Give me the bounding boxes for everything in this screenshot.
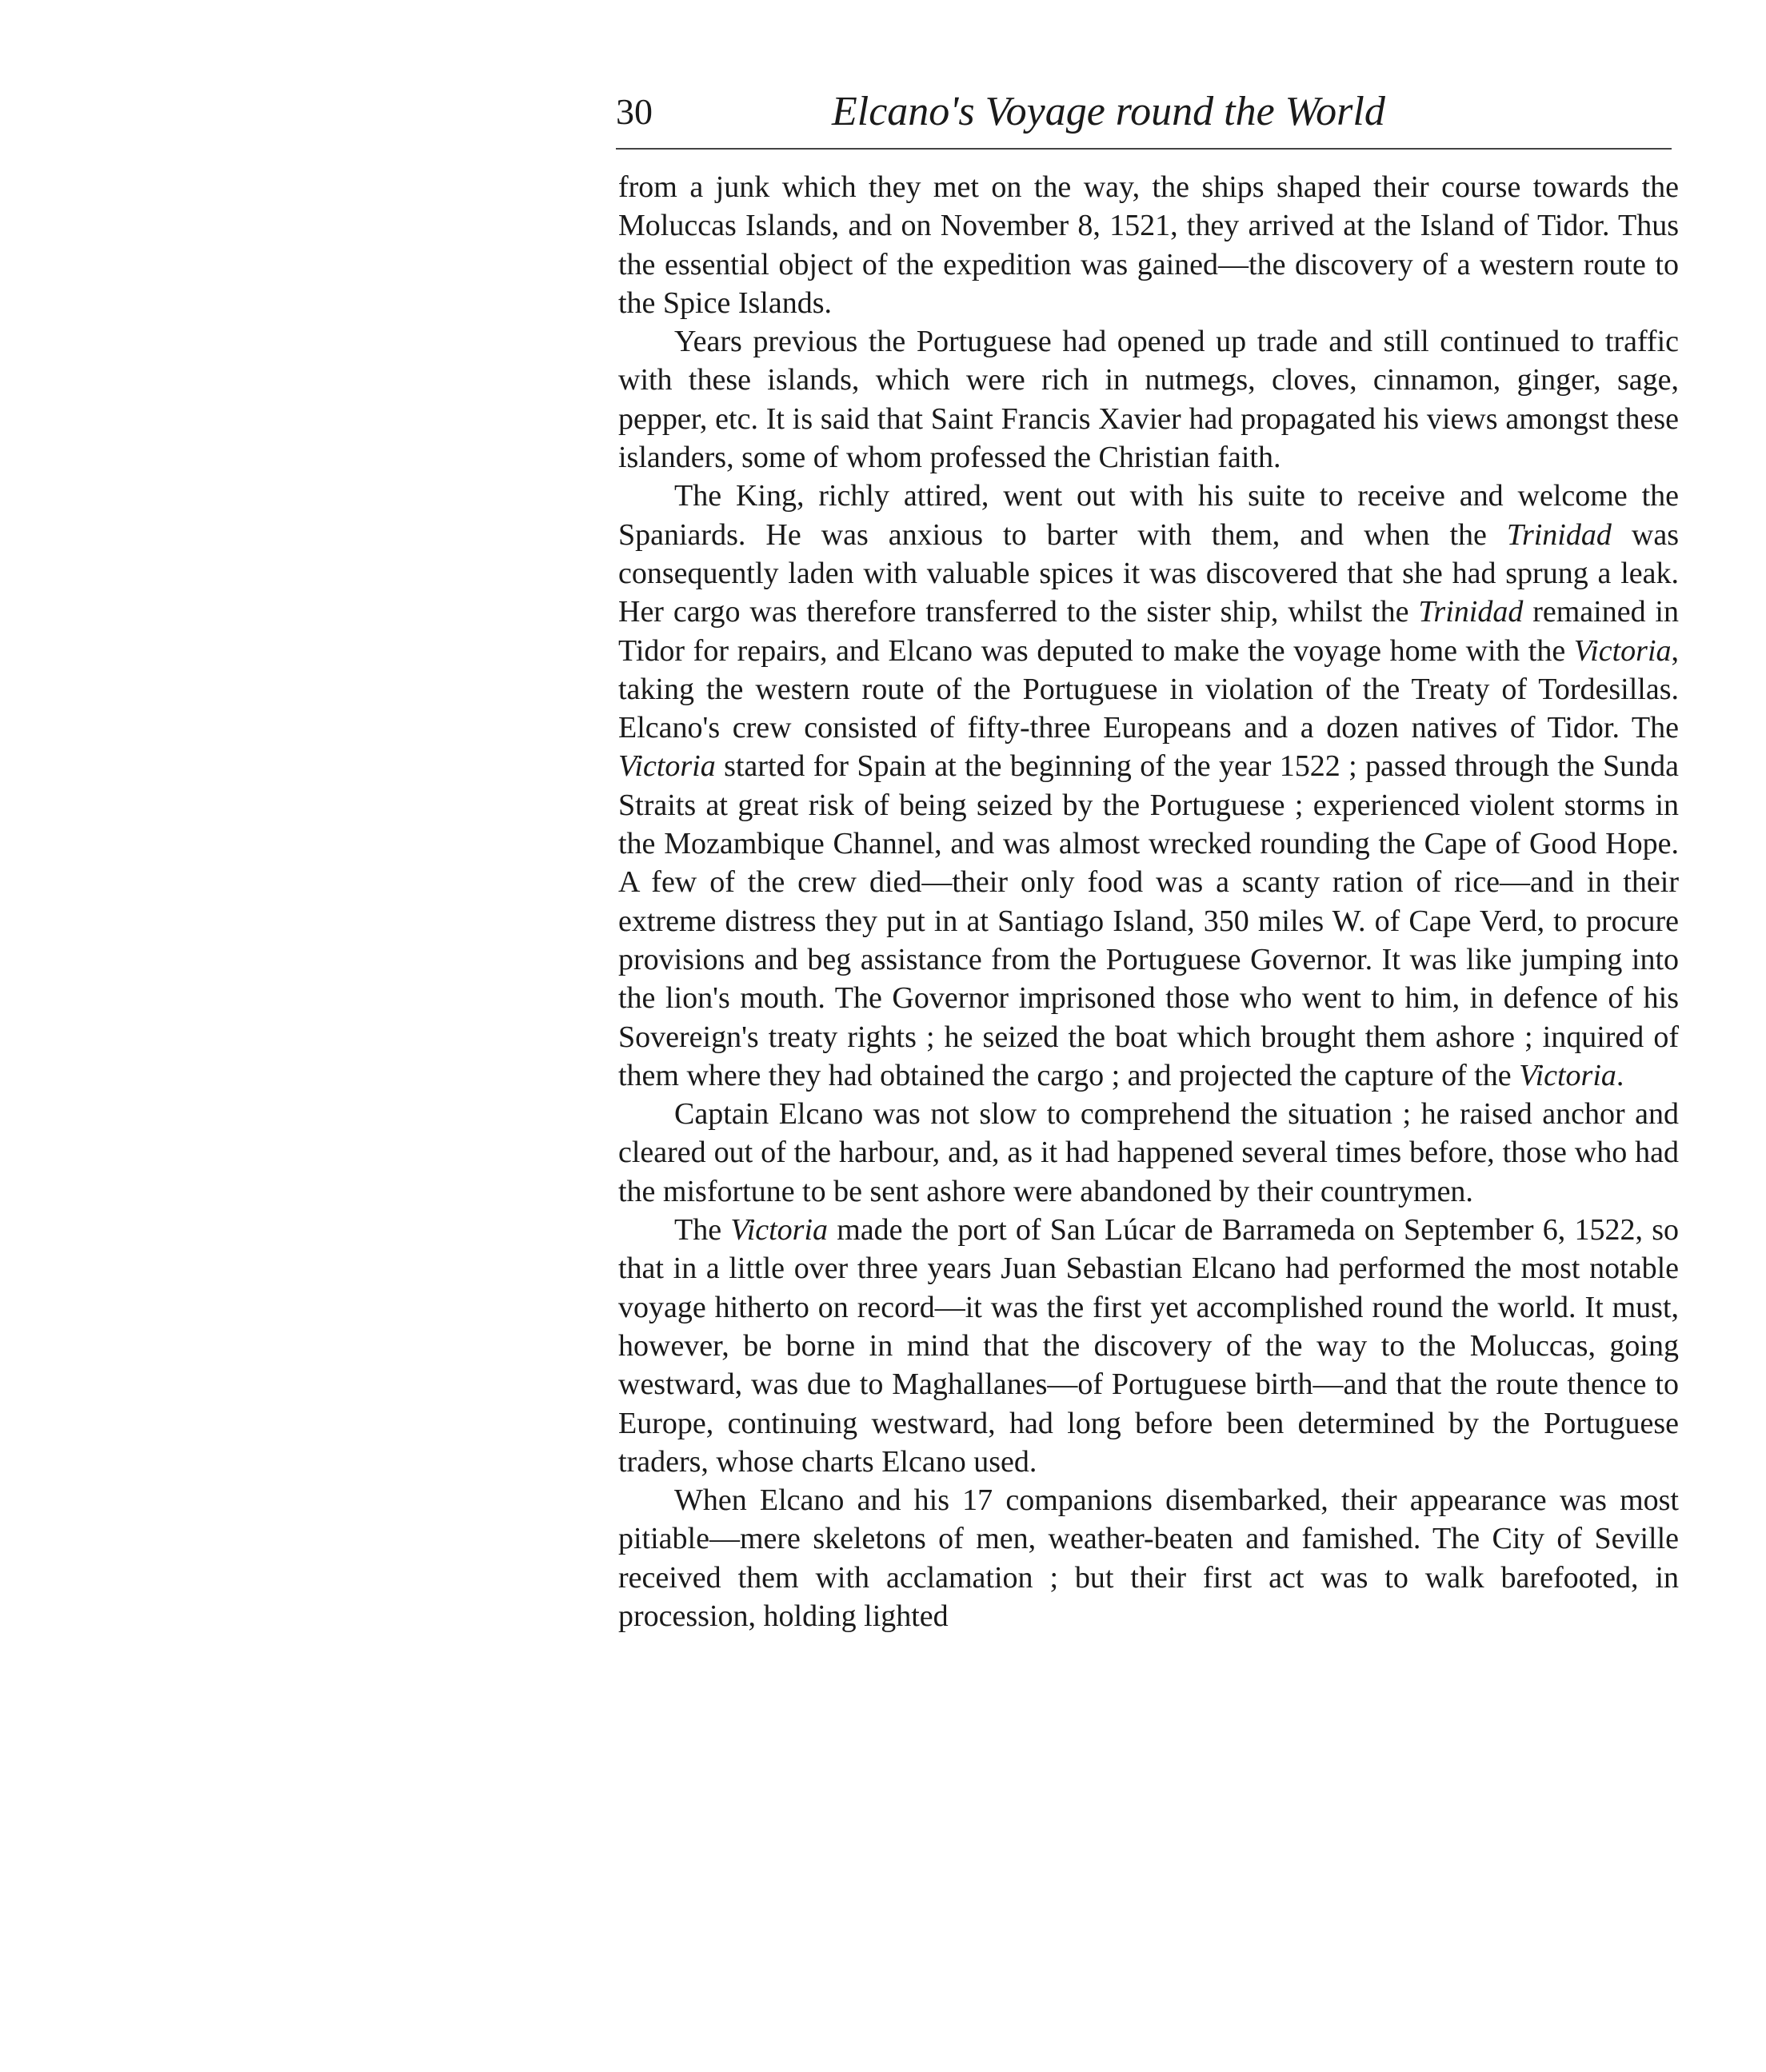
text-run: .	[1616, 1058, 1624, 1092]
text-run: When Elcano and his 17 companions disembarked, their appearance was most pitiable—mere skeletons of men, weather-beaten and famished. The City of Seville received them with acclamation ; but their first act was to walk barefooted, in procession, holding lighted	[618, 1483, 1679, 1633]
paragraph	[618, 168, 1679, 322]
ship-name: Trinidad	[1506, 517, 1612, 552]
text-run: started for Spain at the beginning of the year 1522 ; passed through the Sunda Straits at great risk of being seized by the Portuguese ; experienced violent storms in the Mozambique Channel, and was almost wrecked rounding the Cape of Good Hope. A few of the crew died—their only food was a scanty ration of rice—and in their extreme distress they put in at Santiago Island, 350 miles W. of Cape Verd, to procure provisions and beg assistance from the Portuguese Governor. It was like jumping into the lion's mouth. The Governor imprisoned those who went to him, in defence of his Sovereign's treaty rights ; he seized the boat which brought them ashore ; inquired of them where they had obtained the cargo ; and projected the capture of the	[618, 749, 1679, 1092]
text-run: made the port of San Lúcar de Barrameda on September 6, 1522, so that in a little over three years Juan Sebastian Elcano had performed the most notable voyage hitherto on record—it was the first yet accomplished round the world. It must, however, be borne in mind that the discovery of the way to the Moluccas, going westward, was due to Maghallanes—of Portuguese birth—and that the route thence to Europe, continuing westward, had long before been determined by the Portuguese traders, whose charts Elcano used.	[618, 1213, 1680, 1479]
text-run: remained in Tidor for repairs, and Elcano was deputed to make the voyage home with the	[618, 595, 1679, 668]
text-run: Years previous the Portuguese had opened up trade and still continued to traffic with these islands, which were rich in nutmegs, cloves, cinnamon, ginger, sage, pepper, etc. It is said that Saint Francis Xavier had propagated his views amongst these islanders, some of whom professed the Christian faith.	[618, 325, 1679, 475]
ship-name: Victoria	[1519, 1058, 1616, 1092]
ship-name: Victoria	[1573, 633, 1672, 668]
ship-name: Victoria	[730, 1213, 829, 1248]
text-run: The	[674, 1213, 731, 1248]
body-text	[618, 168, 1679, 1635]
paragraph	[618, 1095, 1679, 1211]
page-header	[616, 84, 1672, 140]
text-run: Captain Elcano was not slow to comprehend the situation ; he raised anchor and cleared out of the harbour, and, as it had happened several times before, those who had the misfortune to be sent ashore were abandoned by their countrymen.	[618, 1097, 1679, 1208]
text-run: from a junk which they met on the way, the ships shaped their course towards the Moluccas Islands, and on November 8, 1521, they arrived at the Island of Tidor. Thus the essential object of the expedition was gained—the discovery of a western route to the Spice Islands.	[618, 170, 1679, 320]
paragraph	[618, 322, 1679, 477]
text-run: The King, richly attired, went out with his suite to receive and welcome the Spaniards. He was anxious to barter with them, and when the	[618, 479, 1679, 552]
text-run: was consequently laden with valuable spices it was discovered that she had sprung a leak. Her cargo was therefore transferred to the sister ship, whilst the	[618, 517, 1679, 629]
header-rule	[616, 148, 1672, 150]
paragraph	[618, 477, 1679, 1095]
paragraph	[618, 1211, 1679, 1481]
ship-name: Trinidad	[1418, 595, 1524, 629]
text-run: , taking the western route of the Portuguese in violation of the Treaty of Tordesillas. Elcano's crew consisted of fifty-three Europeans and a dozen natives of Tidor. The	[618, 633, 1679, 745]
ship-name: Victoria	[618, 749, 716, 784]
paragraph	[618, 1481, 1679, 1635]
page-number: 30	[616, 91, 653, 132]
running-title: Elcano's Voyage round the World	[832, 89, 1385, 134]
